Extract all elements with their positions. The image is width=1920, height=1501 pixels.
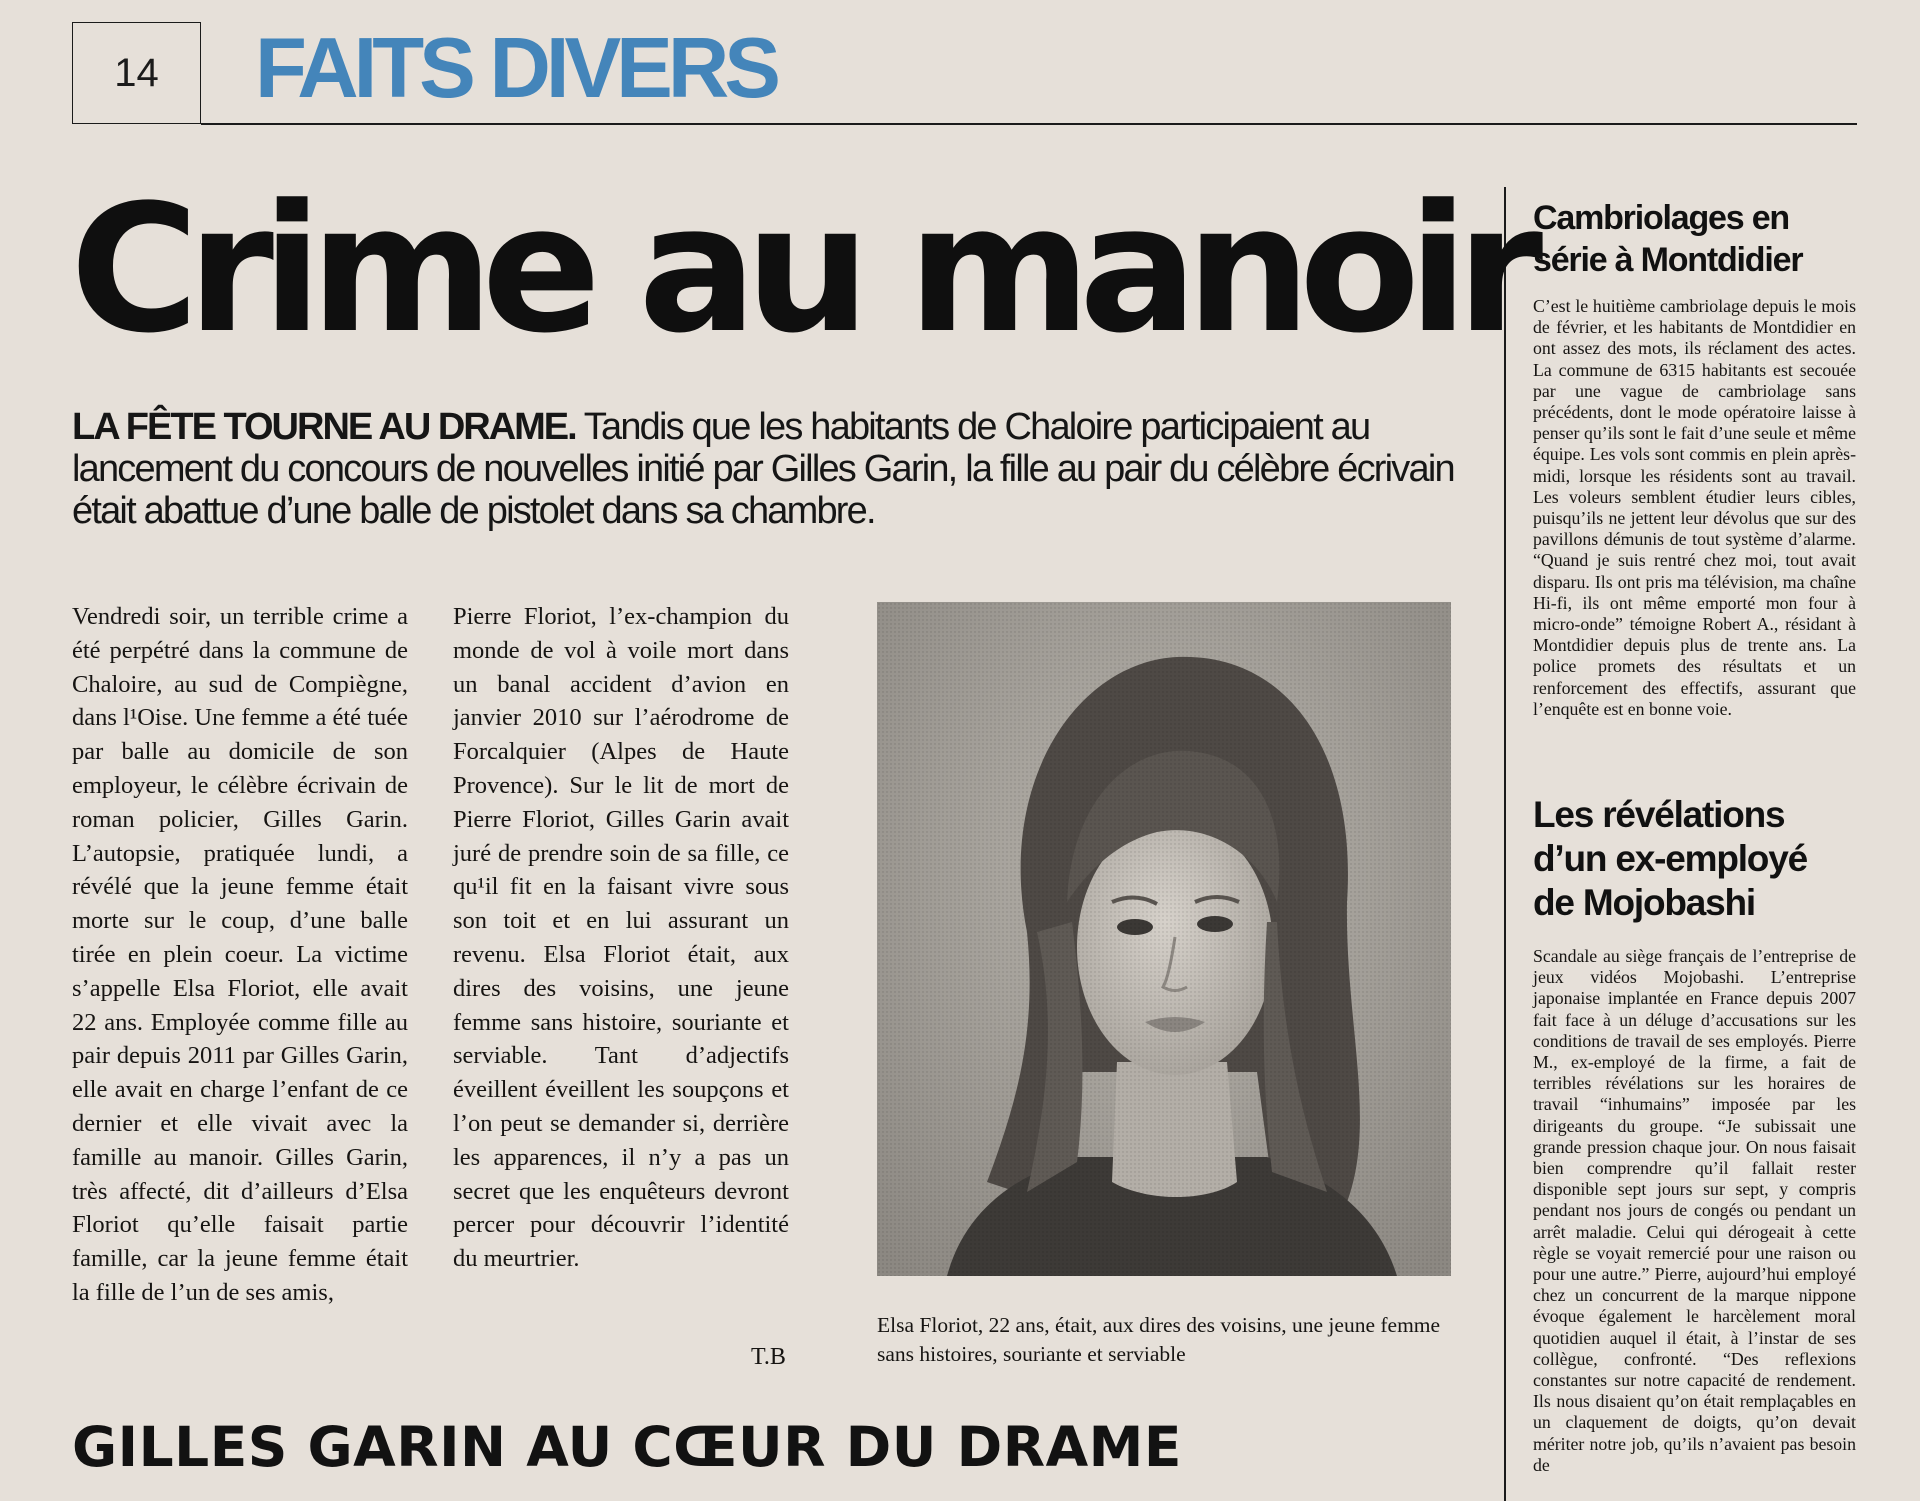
lead-kicker: LA FÊTE TOURNE AU DRAME. [72, 406, 576, 448]
column-divider [1504, 187, 1506, 1501]
lead-text: Tandis que les habitants de Chaloire participaient au lancement du concours de nouvelles initié par Gilles Garin, la fille au pair du célèbre écrivain était abattue d’une balle de pistolet dans sa chambre. [72, 406, 1454, 532]
portrait-photo [877, 602, 1451, 1276]
page-number: 14 [72, 22, 201, 124]
article-signature: T.B [751, 1344, 786, 1370]
portrait-illustration [877, 602, 1451, 1276]
sidebar-article-1 [1533, 197, 1856, 720]
headline: Crime au manoir [70, 167, 1532, 372]
article-column-2: Pierre Floriot, l’ex-champion du monde de vol à voile mort dans un banal accident d’avion en janvier 2010 sur l’aérodrome de Forcalquier (Alpes de Haute Provence). Sur le lit de mort de Pierre Floriot, Gilles Garin avait juré de prendre soin de sa fille, ce qu¹il fit en la faisant vivre sous son toit et en lui assurant un revenu. Elsa Floriot était, aux dires des voisins, une jeune femme sans histoire, souriante et serviable. Tant d’adjectifs éveillent éveillent les soupçons et l’on peut se demander si, derrière les apparences, il n’y a pas un secret que les enquêteurs devront percer pour découvrir l’identité du meurtrier. [453, 603, 789, 1273]
article-subhead: GILLES GARIN AU CŒUR DU DRAME [72, 1415, 1182, 1479]
photo-caption: Elsa Floriot, 22 ans, était, aux dires des voisins, une jeune femme sans histoires, souriante et serviable [877, 1313, 1441, 1366]
article-column-1: Vendredi soir, un terrible crime a été perpétré dans la commune de Chaloire, au sud de Compiègne, dans l¹Oise. Une femme a été tuée par balle au domicile de son employeur, le célèbre écrivain de roman policier, Gilles Garin. L’autopsie, pratiquée lundi, a révélé que la jeune femme était morte sur le coup, d’une balle tirée en plein coeur. La victime s’appelle Elsa Floriot, elle avait 22 ans. Employée comme fille au pair depuis 2011 par Gilles Garin, elle avait en charge l’enfant de ce dernier et elle vivait avec la famille au manoir. Gilles Garin, très affecté, dit d’ailleurs d’Elsa Floriot qu’elle faisait partie famille, car la jeune femme était la fille de l’un de ses amis, [72, 603, 408, 1306]
lead-paragraph [72, 406, 1472, 532]
sidebar-article-1-title: Cambriolages en série à Montdidier [1533, 199, 1803, 279]
section-title: FAITS DIVERS [255, 21, 776, 116]
sidebar-article-2-text: Scandale au siège français de l’entreprise de jeux vidéos Mojobashi. L’entreprise japonaise implantée en France depuis 2007 fait face à un déluge d’accusations sur les conditions de travail de ses employés. Pierre M., ex-employé de la firme, a fait de terribles révélations sur les horaires de travail “inhumains” imposée par les dirigeants du groupe. “Je subissait une grande pression chaque jour. On nous faisait bien comprendre qu’il fallait rester disponible sept jours sur sept, y compris pendant nos jours de congés ou pendant un arrêt maladie. Celui qui dérogeait à cette règle se voyait remercié pour une raison ou pour une autre.” Pierre, aujourd’hui employé chez un concurrent de la marque nippone évoque également le harcèlement moral quotidien auquel il était, à l’instar de ses collègue, confronté. “Des reflexions constantes sur notre capacité de rendement. Ils nous disaient qu’on était remplaçables en un claquement de doigts, qu’on devait mériter notre job, qu’ils n’avaient pas besoin de [1533, 946, 1856, 1475]
sidebar-article-2-title: Les révélations d’un ex-employé de Mojobashi [1533, 794, 1807, 923]
sidebar-article-2 [1533, 793, 1856, 1476]
sidebar-article-1-text: C’est le huitième cambriolage depuis le mois de février, et les habitants de Montdidier en ont assez des mots, ils réclament des actes. La commune de 6315 habitants est secouée par une vague de cambriolage sans précédents, dont le mode opératoire laisse à penser qu’ils sont le fait d’une seule et même équipe. Les vols sont commis en plein après-midi, lorsque les résidents sont au travail. Les voleurs semblent étudier leurs cibles, puisqu’ils ne jettent leur dévolus que sur des pavillons démunis de tout système d’alarme. “Quand je suis rentré chez moi, tout avait disparu. Ils ont pris ma télévision, ma chaîne Hi-fi, ils ont même emporté mon four à micro-onde” témoigne Robert A., résidant à Montdidier depuis plus de trente ans. La police promets des résultats et un renforcement des effectifs, assurant que l’enquête est en bonne voie. [1533, 296, 1856, 719]
header-rule [201, 123, 1857, 125]
